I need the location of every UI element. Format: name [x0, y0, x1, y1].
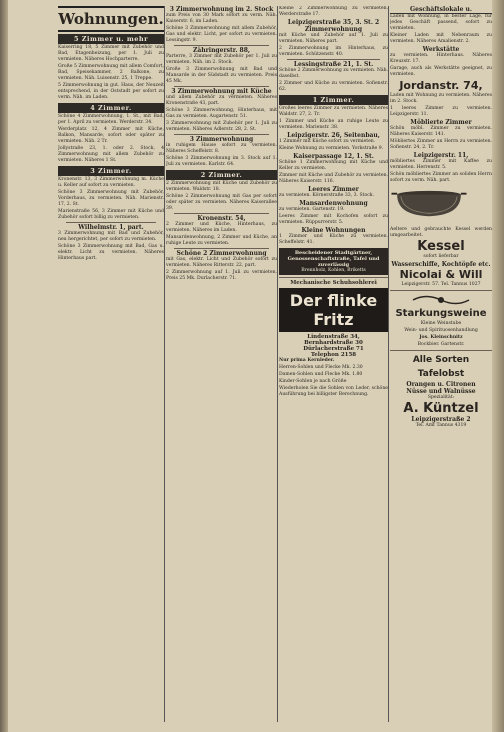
ad-heading: Wilhelmstr. 1, part.	[78, 224, 144, 231]
ad-heading: Kaiserpassage 12, 1. St.	[293, 153, 374, 160]
display-ad-line: Nüsse und Walnüsse	[406, 388, 476, 395]
divider	[390, 290, 492, 291]
price-line: Damen-Sohlen und Flecke Mk. 1.80	[279, 372, 363, 377]
column-1	[58, 6, 164, 722]
classified-ad: Laden mit Wohnung zu vermieten. Näheres im 2. Stock.	[390, 93, 492, 104]
classified-ad: zum Preis von 30 Mark sofort zu verm. Näh. Kaiserstr. 6, im Laden.	[166, 13, 277, 24]
display-ad-text: Bescheidener Stadtgärtner, Genossenschaftstraße, Tafel und zuverlässig	[287, 250, 380, 268]
classified-ad: 2 Zimmerwohnung im Hinterhaus, zu vermieten. Schützenstr. 40.	[279, 46, 388, 57]
column-rule	[277, 6, 278, 722]
classified-ad: Garage, auch als Werkstätte geeignet, zu vermieten.	[390, 66, 492, 77]
ad-heading: Schöne 2 Zimmerwohnung	[176, 250, 267, 257]
divider	[287, 59, 380, 60]
classified-ad: 1 Zimmer mit Küche sofort zu vermieten.	[279, 139, 376, 144]
display-ad-pretitle: Spezialität:	[427, 395, 455, 400]
classified-ad: 3 Zimmerwohnung mit Bad und Zubehör, neu hergerichtet, per sofort zu vermieten.	[58, 231, 164, 242]
divider	[390, 350, 492, 351]
ad-heading: Kronenstr. 54,	[197, 215, 246, 222]
classified-ad: Großes leeres Zimmer zu vermieten. Näheres Waldstr. 27, 2. Tr.	[279, 106, 388, 117]
classified-ad: zu vermieten. Hinterhaus. Näheres Kreuzstr. 17.	[390, 53, 492, 64]
display-ad-caption: Aeltere und gebrauchte Kessel werden umgearbeitet.	[390, 227, 492, 238]
price-line: Herren-Sohlen und Flecke Mk. 2.30	[279, 365, 363, 370]
classified-ad: Kleine Wohnung zu vermieten. Yorkstraße 9.	[279, 146, 384, 151]
classified-ad: Parterre, 3 Zimmer mit Zubehör per 1. Juli zu vermieten. Näh. im 2. Stock.	[166, 54, 277, 65]
display-ad-footer: Wiederholen Sie die Sohlen von Leder, schöne Ausführung bei billigster Berechnung.	[279, 386, 388, 397]
classified-ad: mit Küche und Zubehör auf 1. Juli zu vermieten. Näheres part.	[279, 33, 388, 44]
ad-heading: Möblierte Zimmer	[410, 119, 472, 126]
classified-ad: Schön möbl. Zimmer zu vermieten. Näheres Kaiserstr. 141.	[390, 126, 492, 137]
display-ad-bar	[279, 248, 388, 275]
page-outer-edge	[492, 0, 504, 732]
classified-ad: zu vermieten. Körnerstraße 33, 3. Stock.	[279, 193, 375, 198]
category-head: 1 Zimmer.	[279, 95, 388, 105]
ad-heading: Mansardenwohnung	[299, 200, 368, 207]
kettle-illustration	[390, 189, 468, 219]
ad-heading: Kleine Wohnungen	[301, 227, 366, 234]
classified-ad: Schöne 3 Zimmerwohnung im 3. Stock auf 1. Juli zu vermieten. Karlstr. 64.	[166, 156, 277, 167]
classified-ad: Laden mit Wohnung, in bester Lage, für jedes Geschäft passend, sofort zu vermieten.	[390, 14, 492, 31]
classified-ad: 5 Zimmerwohnung in gut. Haus, der Neuzeit entsprechend, in der Oststadt per sofort zu verm. Näh. im Laden.	[58, 83, 164, 100]
section-title: Wohnungen.	[58, 6, 164, 32]
divider	[174, 213, 269, 214]
display-ad-phone: Tel. Amt Tannus 4319	[415, 423, 467, 428]
display-ad-line: Bockbier. Gartenstr.	[417, 342, 465, 347]
classified-ad: Schöne 4 Zimmerwohnung, 1. St., mit Bad, per 1. April zu vermieten. Werderstr. 34.	[58, 114, 164, 125]
ad-heading: 3 Zimmerwohnung mit Küche	[171, 88, 272, 95]
display-ad-address: Lindenstraße 34,	[307, 334, 360, 340]
classified-ad: 1 Zimmer und Küche zu vermieten. Scheffelstr. 41.	[279, 234, 388, 245]
classified-ad: Schöne 2 Zimmerwohnung zu vermieten. Näh. daselbst.	[279, 68, 388, 79]
divider	[66, 222, 156, 223]
classified-ad: 1 leeres Zimmer zu vermieten. Leipzigerstr. 11.	[390, 106, 492, 117]
divider	[174, 134, 269, 135]
classified-ad: Schöne 3 Zimmerwohnung mit Zubehör, Vorderhaus, zu vermieten. Näh. Marienstr. 17, 2. St.	[58, 190, 164, 207]
display-ad-title: Nicolai & Will	[399, 268, 483, 281]
category-head: 4 Zimmer.	[58, 103, 164, 113]
price-line: Kinder-Sohlen je nach Größe	[279, 379, 347, 384]
display-ad-title: Alle Sorten Tafelobst	[412, 355, 470, 379]
classified-ad: 3 Zimmerwohnung mit Zubehör per 1. Juli zu vermieten. Näheres Adlerstr. 28, 2. St.	[166, 121, 277, 132]
page-binding-edge	[0, 0, 8, 732]
display-ad-address: Leipzigerstr. 57. Tel. Tannus 1027	[401, 282, 481, 287]
display-ad-line: Wein- und Spirituosenhandlung	[404, 328, 478, 333]
classified-ad: Schön möbliertes Zimmer an soliden Herrn sofort zu verm. Näh. part.	[390, 172, 492, 183]
classified-ad: Kleiner Laden mit Nebenraum zu vermieten. Näheres Amalienstr. 2.	[390, 33, 492, 44]
classified-ad: 1 Zimmer und Küche an ruhige Leute zu vermieten. Marienstr. 38.	[279, 119, 388, 130]
ad-heading: Leeres Zimmer	[308, 186, 359, 193]
column-4	[390, 6, 492, 722]
classified-ad: 2 Zimmerwohnung mit Küche und Zubehör zu vermieten. Waldstr. 18.	[166, 181, 277, 192]
column-rule	[388, 6, 389, 722]
classified-ad: Marienstraße 56, 3 Zimmer mit Küche und Zubehör sofort billig zu vermieten.	[58, 209, 164, 220]
display-ad-pretitle: Mechanische Schuhsohlerei	[290, 280, 377, 286]
classified-ad: Große 3 Zimmerwohnung mit Bad und Mansarde in der Südstadt zu vermieten. Preis 45 Mk.	[166, 67, 277, 84]
ad-heading: 3 Zimmerwohnung im 2. Stock	[169, 6, 274, 13]
ad-heading: Lessingstraße 21, 1. St.	[293, 61, 374, 68]
ad-heading: Leipzigerstraße 35, 3. St. 2 Zimmerwohnung	[287, 19, 380, 33]
display-ad-line: Orangen u. Citronen	[406, 381, 476, 388]
divider	[279, 277, 388, 278]
display-ad-title: Jordanstr. 74,	[399, 79, 483, 92]
ad-heading: Werkstätte	[422, 46, 460, 53]
ad-heading: Leipzigerstr. 11,	[413, 152, 469, 159]
classified-ad: Möbliertes Zimmer an Herrn zu vermieten. Sofienstr. 24, 2. Tr.	[390, 139, 492, 150]
classified-ad: mit Gas, elektr. Licht und Zubehör sofort zu vermieten. Näheres Ritterstr. 22, part.	[166, 257, 277, 268]
classified-ad: 2 Zimmerwohnung auf 1. Juli zu vermieten. Preis 25 Mk. Durlacherstr. 71.	[166, 270, 277, 281]
column-rule	[164, 6, 165, 722]
display-ad-subtext: Kleine Weinstube	[420, 321, 462, 326]
classified-ad: 2 Zimmer und Küche, Hinterhaus, zu vermieten. Näheres im Laden.	[166, 222, 277, 233]
classified-ad: in ruhigem Hause sofort zu vermieten. Näheres Scheffelstr. 8.	[166, 143, 277, 154]
classified-ad: Große 5 Zimmerwohnung mit allem Comfort, Bad, Speisekammer, 2 Balkone, zu vermieten. Näh. Luisenstr. 25, 1 Treppe.	[58, 64, 164, 81]
classified-ad: Mansardenwohnung, 2 Zimmer und Küche, an ruhige Leute zu vermieten.	[166, 235, 277, 246]
ad-heading: Zähringerstr. 88,	[193, 47, 250, 54]
display-ad-address: Dürlacherstraße 71	[303, 346, 364, 352]
display-ad-phone: Telephon 2158	[310, 352, 357, 358]
column-3	[279, 6, 388, 722]
display-ad-line: Wasserschiffe, Kochtöpfe etc.	[391, 261, 491, 268]
divider	[174, 45, 269, 46]
classified-ad: möbliertes Zimmer mit Kaffee zu vermieten. Herrenstr. 5.	[390, 159, 492, 170]
price-line: Nur prima Kernleder.	[279, 358, 335, 363]
classified-ad: 2 Zimmer und Küche zu vermieten. Sofienstr. 62.	[279, 81, 388, 92]
ad-heading: 3 Zimmerwohnung	[189, 136, 254, 143]
display-ad-subtext: Brennholz, Kohlen, Briketts	[301, 268, 366, 273]
classified-ad: Kleine 2 Zimmerwohnung zu vermieten. Werderstraße 17.	[279, 6, 388, 17]
classified-ad: Leeres Zimmer mit Kochofen sofort zu vermieten. Rüppurrerstr. 5.	[279, 214, 388, 225]
display-ad-address: Leipzigerstraße 2	[411, 416, 471, 423]
classified-ad: Jollystraße 23, 1. oder 2. Stock, 4 Zimmerwohnung mit allem Zubehör zu vermieten. Näheres 1 St.	[58, 146, 164, 163]
category-head: 2 Zimmer.	[166, 170, 277, 180]
classified-ad: Schöne 2 Zimmerwohnung mit Gas per sofort oder später zu vermieten. Näheres Kaiserallee 39.	[166, 194, 277, 211]
display-ad-line: Jos. Kleinschnitz	[419, 335, 463, 340]
classified-ad: Schöne 3 Zimmerwohnung, Hinterhaus, mit Gas zu vermieten. Augartenstr. 51.	[166, 108, 277, 119]
display-ad-title: Starkungsweine	[395, 308, 487, 319]
category-head: 5 Zimmer u. mehr	[58, 34, 164, 44]
ornament-icon	[411, 293, 471, 307]
display-ad-title: Der flinke Fritz	[279, 288, 388, 332]
classified-ad: Kaiserring 18, 5 Zimmer mit Zubehör und Bad, Etagenheizung, per 1. Juli zu vermieten. Näheres Hochparterre.	[58, 45, 164, 62]
category-head: 3 Zimmer.	[58, 166, 164, 176]
display-ad-subtext: sofort lieferbar	[423, 254, 459, 259]
classified-ad: Kronenstr. 13, 3 Zimmerwohnung m. Küche u. Keller auf sofort zu vermieten.	[58, 177, 164, 188]
category-head: Geschäftslokale u.	[390, 6, 492, 14]
classified-ad: Werderplatz 12, 4 Zimmer mit Küche, Balkon, Mansarde, sofort oder später zu vermieten. Näh. 2 Tr.	[58, 127, 164, 144]
column-2	[166, 6, 277, 722]
classified-ad: Schöne 3 Zimmerwohnung mit allem Zubehör, Gas und elektr. Licht, per sofort zu vermieten. Lessingstr. 9.	[166, 26, 277, 43]
classified-ad: zu vermieten. Gartenstr. 19.	[279, 207, 345, 212]
display-ad-title: A. Küntzel	[403, 401, 479, 416]
divider	[174, 86, 269, 87]
display-ad-title: Kessel	[417, 239, 465, 254]
divider	[174, 248, 269, 249]
classified-ad: Schöne 1 Zimmerwohnung mit Küche und Keller zu vermieten.	[279, 160, 388, 171]
classified-ad: Schöne 3 Zimmerwohnung mit Bad, Gas u. elektr. Licht zu vermieten. Näheres Hinterhaus part.	[58, 244, 164, 261]
ad-heading: Leipzigerstr. 26, Seitenbau,	[287, 132, 380, 139]
display-ad-address: Bernhardstraße 30	[304, 340, 363, 346]
classified-ad: und allem Zubehör zu vermieten. Näheres Kronenstraße 43, part.	[166, 95, 277, 106]
classified-ad: Zimmer mit Küche und Zubehör zu vermieten. Näheres Kaiserstr. 116.	[279, 173, 388, 184]
